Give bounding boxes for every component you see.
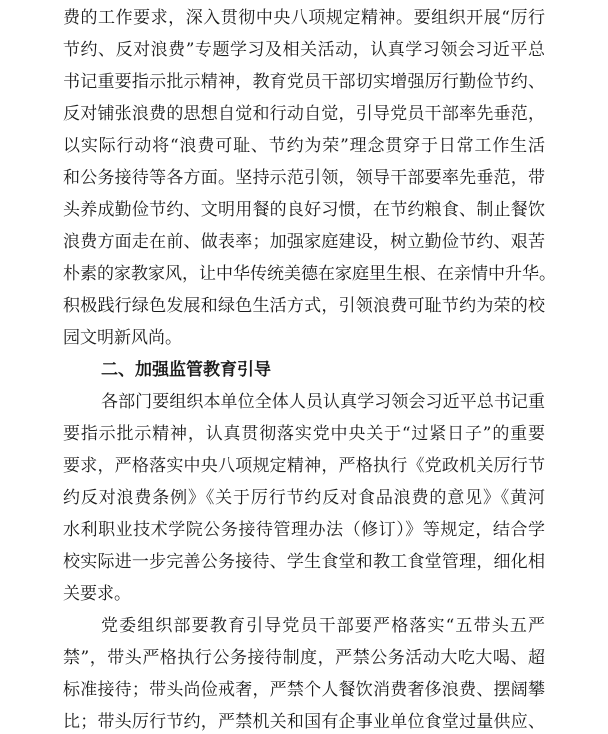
- text-line: 浪费方面走在前、做表率；加强家庭建设，树立勤俭节约、艰苦: [63, 232, 545, 252]
- text-line: 积极践行绿色发展和绿色生活方式，引领浪费可耻节约为荣的校: [63, 296, 545, 316]
- text-line: 反对铺张浪费的思想自觉和行动自觉，引导党员干部率先垂范，: [63, 104, 545, 124]
- text-line: 要求，严格落实中央八项规定精神，严格执行《党政机关厉行节: [63, 456, 545, 476]
- text-line: 费的工作要求，深入贯彻中央八项规定精神。要组织开展“厉行: [63, 8, 545, 28]
- text-line: 园文明新风尚。: [63, 328, 182, 348]
- text-line: 关要求。: [63, 584, 131, 604]
- section-heading: 二、加强监管教育引导: [101, 360, 271, 380]
- text-line: 党委组织部要教育引导党员干部要严格落实“五带头五严: [101, 616, 545, 636]
- text-line: 约反对浪费条例》《关于厉行节约反对食品浪费的意见》《黄河: [63, 488, 545, 508]
- text-line: 各部门要组织本单位全体人员认真学习领会习近平总书记重: [101, 392, 545, 412]
- text-line: 书记重要指示批示精神，教育党员干部切实增强厉行勤俭节约、: [63, 72, 545, 92]
- text-line: 比；带头厉行节约，严禁机关和国有企事业单位食堂过量供应、: [63, 712, 545, 732]
- text-line: 水利职业技术学院公务接待管理办法（修订）》等规定，结合学: [63, 520, 545, 540]
- text-line: 以实际行动将“浪费可耻、节约为荣”理念贯穿于日常工作生活: [63, 136, 545, 156]
- text-line: 校实际进一步完善公务接待、学生食堂和教工食堂管理，细化相: [63, 552, 545, 572]
- text-line: 要指示批示精神，认真贯彻落实党中央关于“过紧日子”的重要: [63, 424, 545, 444]
- text-line: 朴素的家教家风，让中华传统美德在家庭里生根、在亲情中升华。: [63, 264, 556, 284]
- text-line: 标准接待；带头尚俭戒奢，严禁个人餐饮消费奢侈浪费、摆阔攀: [63, 680, 545, 700]
- text-line: 节约、反对浪费”专题学习及相关活动，认真学习领会习近平总: [63, 40, 545, 60]
- text-line: 禁”，带头严格执行公务接待制度，严禁公务活动大吃大喝、超: [63, 648, 545, 668]
- text-line: 和公务接待等各方面。坚持示范引领，领导干部要率先垂范，带: [63, 168, 545, 188]
- text-line: 头养成勤俭节约、文明用餐的良好习惯，在节约粮食、制止餐饮: [63, 200, 545, 220]
